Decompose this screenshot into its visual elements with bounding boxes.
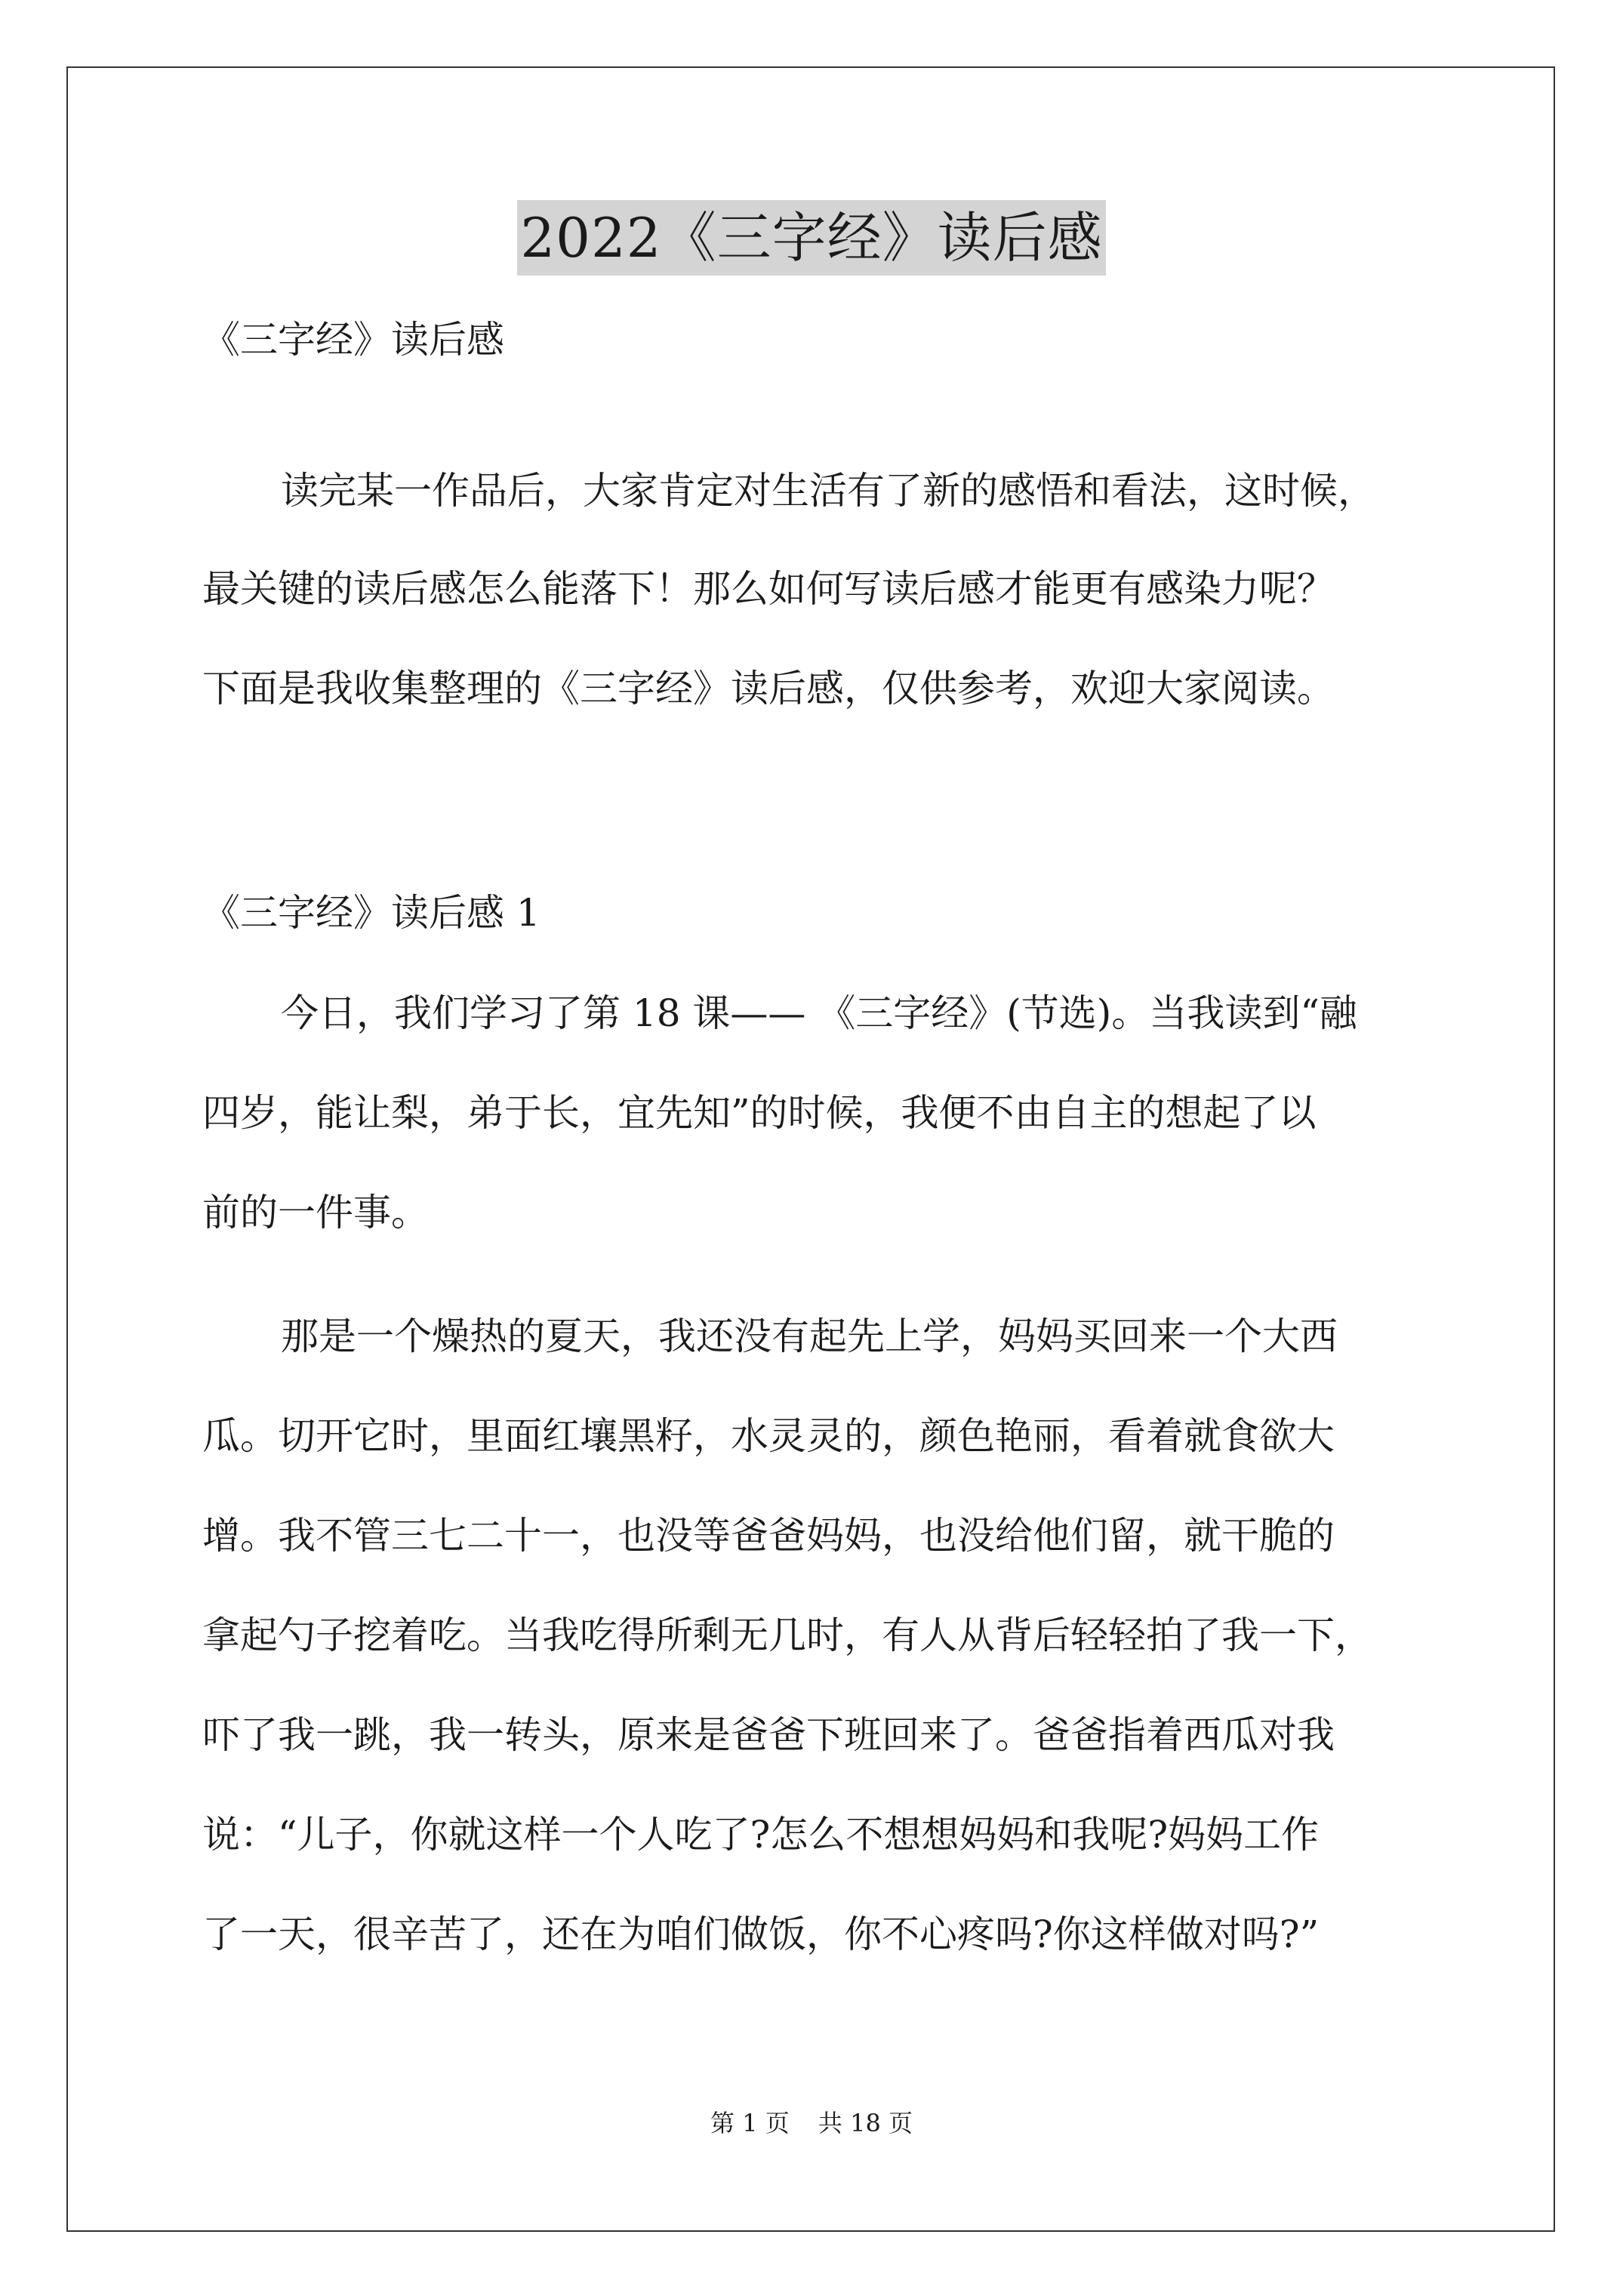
section-heading-1: 《三字经》读后感 1	[202, 891, 540, 935]
paragraph-line: 今日，我们学习了第 18 课—— 《三字经》(节选)。当我读到“融	[281, 991, 1357, 1035]
paragraph-line: 拿起勺子挖着吃。当我吃得所剩无几时，有人从背后轻轻拍了我一下，	[202, 1613, 1372, 1657]
paragraph-line: 瓜。切开它时，里面红壤黑籽，水灵灵的，颜色艳丽，看着就食欲大	[202, 1414, 1335, 1458]
intro-line: 读完某一作品后，大家肯定对生活有了新的感悟和看法，这时候，	[281, 469, 1375, 513]
intro-line: 下面是我收集整理的《三字经》读后感，仅供参考，欢迎大家阅读。	[202, 667, 1335, 710]
intro-line: 最关键的读后感怎么能落下！那么如何写读后感才能更有感染力呢？	[202, 567, 1335, 611]
paragraph-line: 增。我不管三七二十一，也没等爸爸妈妈，也没给他们留，就干脆的	[202, 1514, 1335, 1558]
document-title: 2022《三字经》读后感	[517, 200, 1105, 276]
paragraph-line: 那是一个燥热的夏天，我还没有起先上学，妈妈买回来一个大西	[281, 1314, 1338, 1358]
paragraph-line: 前的一件事。	[202, 1191, 429, 1234]
page-footer	[0, 2108, 1623, 2138]
title-container	[0, 200, 1623, 276]
section-heading: 《三字经》读后感	[202, 318, 504, 362]
page-total: 共 18 页	[818, 2109, 913, 2137]
paragraph-line: 四岁，能让梨，弟于长，宜先知”的时候，我便不由自主的想起了以	[202, 1091, 1317, 1135]
page-border	[66, 66, 1555, 2232]
paragraph-line: 吓了我一跳，我一转头，原来是爸爸下班回来了。爸爸指着西瓜对我	[202, 1713, 1335, 1757]
page-number: 第 1 页	[710, 2109, 790, 2137]
paragraph-line: 了一天，很辛苦了，还在为咱们做饭，你不心疼吗?你这样做对吗?”	[202, 1912, 1320, 1956]
paragraph-line: 说：“儿子，你就这样一个人吃了?怎么不想想妈妈和我呢?妈妈工作	[202, 1813, 1320, 1857]
